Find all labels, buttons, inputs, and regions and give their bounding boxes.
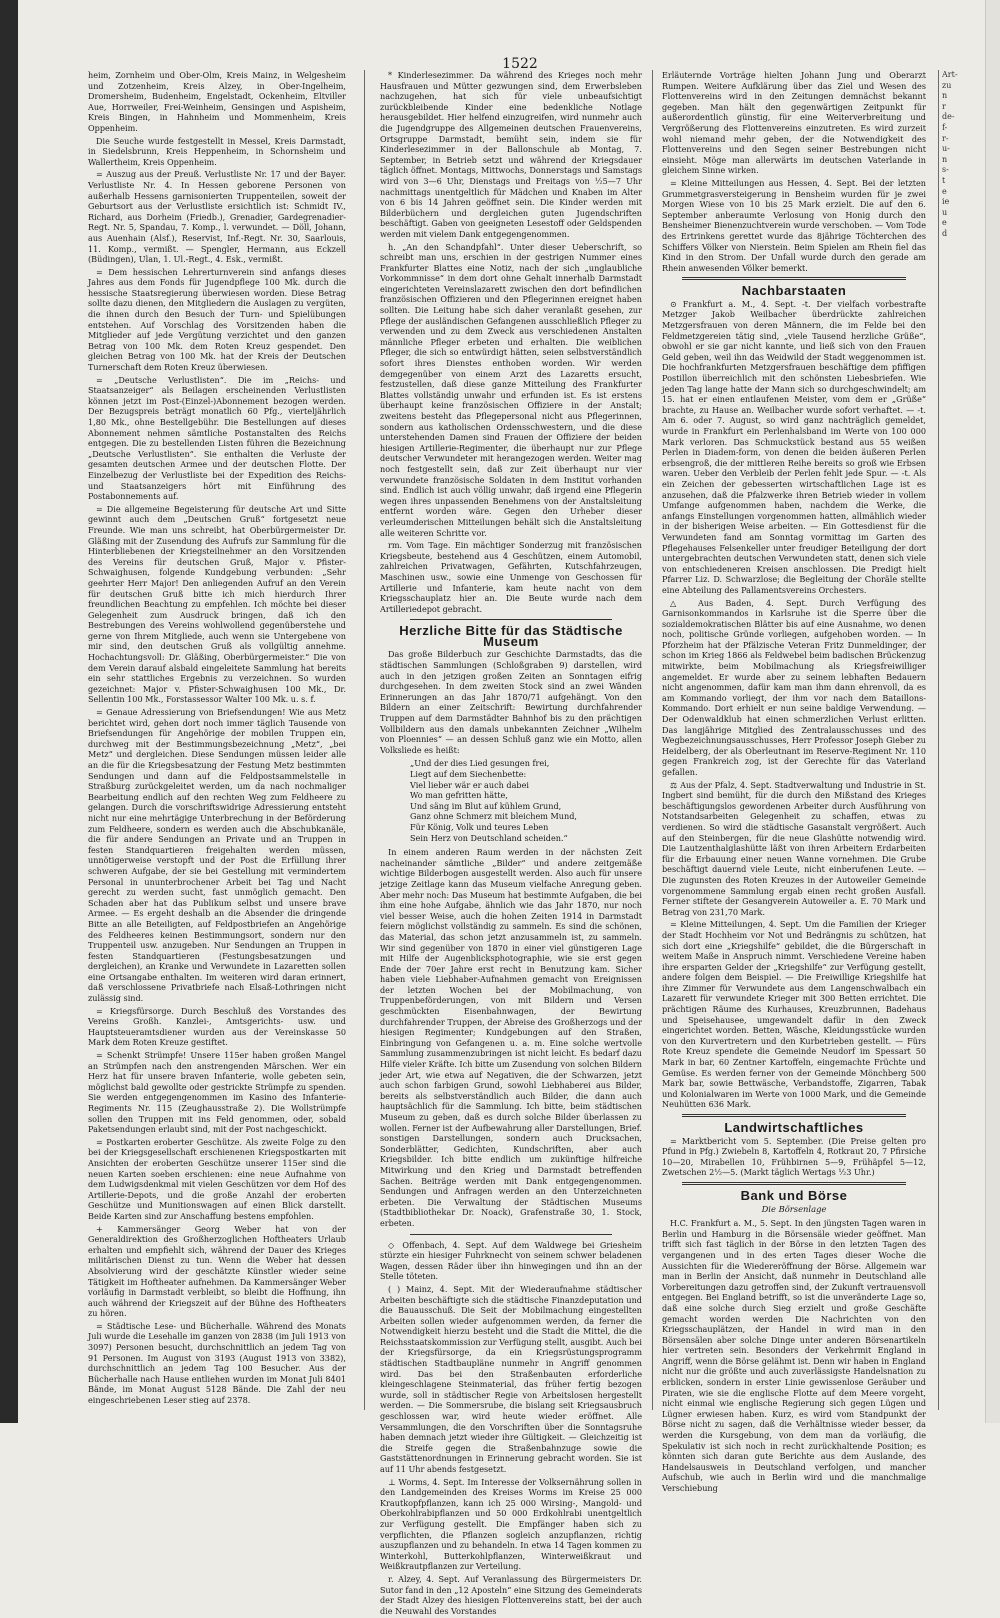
article-paragraph: = Kleine Mitteilungen, 4. Sept. Um die Familien der Krieger der Stadt Hochheim vor Not und Bedrängnis zu schützen, hat sich dort eine „Kriegshilfe“ gebildet, die die Bürgerschaft in weitem Maße in Anspruch nimmt. Verschiedene Vereine haben ihre ersparten Gelder der „Kriegshilfe“ zur Verfügung gestellt, andere folgen dem Beispiel. — Die Freiwillige Kriegshilfe hat ihre Zimmer für Verwundete aus dem Langenschwalbach ein Lazarett für verwundete Krieger mit 300 Betten errichtet. Die prächtigen Räume des Kurhauses, Kreuzbrunnen, Badehaus und Speisehausee, umgewandelt dafür in den Zweck eingerichtet worden. Betten, Wäsche, Kleidungsstücke wurden von den Kurvertretern und den Kurbetrieben gestellt. — Fürs Rote Kreuz spendete die Gemeinde Neudorf im Spessart 50 Mark in bar, 60 Zentner Kartoffeln, eingemachte Früchte und Gemüse. Es werden ferner von der Gemeinde Mönchberg 500 Mark bar, sowie Bettwäsche, Verbandstoffe, Zigarren, Tabak und Kolonialwaren im Werte von 1000 Mark, und die Gemeinde Neuhütten 636 Mark.: [662, 919, 926, 1110]
adjacent-page-text-fragments: [942, 70, 986, 240]
column-rule: [652, 70, 653, 1410]
fragment: t: [942, 175, 946, 185]
poem-line: Ganz ohne Schmerz mit bleichem Mund,: [410, 811, 577, 822]
article-paragraph: r. Alzey, 4. Sept. Auf Veranlassung des Bürgermeisters Dr. Sutor fand in den „12 Aposteln“ eine Sitzung des Gemeinderats der Stadt Alzey des hiesigen Flottenvereins statt, bei der auch die Neuwahl des Vorstandes: [380, 1573, 642, 1616]
article-paragraph: + Kammersänger Georg Weber hat von der Generaldirektion des Großherzoglichen Hoftheaters Urlaub erhalten und empfiehlt sich, während der Dauer des Krieges militärischen Dienst zu tun. Wenn die Weber hat dessen Absolvierung wird der geschätzte Künstler wieder seine Tätigkeit im Hoftheater aufnehmen. Da Kammersänger Weber vorläufig in Darmstadt verbleibt, so bleibt die Hoffnung, ihn auch während der Kriegszeit auf der Bühne des Hoftheaters zu hören.: [88, 1223, 346, 1319]
article-paragraph: * Kinderlesezimmer. Da während des Krieges noch mehr Hausfrauen und Mütter gezwungen sind, dem Erwerbsleben nachzugehen, hat sich für viele unbeaufsichtigt zurückbleibende Kinder eine bedenkliche Notlage herausgebildet. Hier helfend einzugreifen, wird nunmehr auch die Jugendgruppe des Allgemeinen deutschen Frauenvereins, Ortsgruppe Darmstadt, bemüht sein, indem sie für Kinderlesezimmer in der Ballonschule ab Montag, 7. September, in Betrieb setzt und während der Kriegsdauer täglich öffnet. Montags, Mittwochs, Donnerstags und Samstags wird von 3—6 Uhr, Dienstags und Freitags von ½5—7 Uhr nachmittags unentgeltlich für Mädchen und Knaben im Alter von 6 bis 14 Jahren geöffnet sein. Die Kinder werden mit Bilderbüchern und dergleichen guten Jugendschriften beschäftigt. Gaben von geeigneten Lesestoff oder Geldspenden werden mit vielem Dank entgegengenommen.: [380, 70, 642, 239]
adjacent-page-edge: [985, 0, 1000, 1423]
article-paragraph: = Postkarten eroberter Geschütze. Als zweite Folge zu den bei der Kriegsgesellschaft erschienenen Kriegspostkarten mit Ansichten der eroberten Geschütze unserer 115er sind die neuen Karten soeben erschienen: eine neue Aufnahme von dem Ludwigsdenkmal mit vielen Geschützen vor dem Hof des Artillerie-Depots, und die große Anzahl der eroberten Geschütze und Munitionswagen auf einen Blick darstellt. Beide Karten sind zur Anschaffung bestens empfohlen.: [88, 1136, 346, 1221]
poem-line: Viel lieber wär er auch dabei: [410, 779, 529, 790]
page-binding-shadow: [0, 0, 18, 1423]
fragment: ie: [942, 197, 950, 207]
article-paragraph: ⊥ Worms, 4. Sept. Im Interesse der Volksernährung sollen in den Landgemeinden des Kreises Worms im Kreise 25 000 Krautkopfpflanzen, kann ich 25 000 Wirsing-, Mangold- und Oberkohlrabipflanzen und 50 000 Erdkohlrabi unentgeltlich zur Verfügung gestellt. Die Empfänger haben sich zu verpflichten, die Pflanzen sogleich anzupflanzen, richtig auszupflanzen und zu behandeln. In etwa 14 Tagen kommen zu Winterkohl, Butterkohlpflanzen, Winterweißkraut und Weißkrautpflanzen zur Verteilung.: [380, 1476, 642, 1572]
article-paragraph: = Marktbericht vom 5. September. (Die Preise gelten pro Pfund in Pfg.) Zwiebeln 8, Kartoffeln 4, Rotkraut 20, 7 Pfirsiche 10—20, Mirabellen 10, Frühbirnen 5—9, Frühäpfel 5—12, Zwetschen 2½—5. (Markt täglich Wertags ½3 Uhr.): [662, 1135, 926, 1178]
fragment: r-: [942, 133, 949, 143]
section-subheading-boersenlage: Die Börsenlage: [761, 1203, 827, 1214]
fragment: n: [942, 154, 948, 164]
article-paragraph: ◇ Offenbach, 4. Sept. Auf dem Waldwege bei Griesheim stürzte ein hiesiger Fuhrknecht von seinem schwer beladenen Wagen, dessen Räder über ihn hinwegingen und ihn an der Stelle töteten.: [380, 1239, 642, 1282]
article-paragraph: = Auszug aus der Preuß. Verlustliste Nr. 17 und der Bayer. Verlustliste Nr. 4. In Hessen geborene Personen von außerhalb Hessens garnisonierten Truppenteilen, soweit der Geburtsort aus der Verlustliste ersichtlich ist: Schmidt IV., Richard, aus Dorheim (Friedb.), Grenadier, Gardegrenadier-Regt. Nr. 5, Spandau, 7. Komp., l. verwundet. — Döll, Johann, aus Auenhain (Alsf.), Reservist, Inf.-Regt. Nr. 30, Saarlouis, 11. Komp., vermißt. — Spengler, Hermann, aus Eckzell (Büdingen), Ulan, 1. Ul.-Regt., 4. Esk., vermißt.: [88, 169, 346, 265]
section-divider: [682, 277, 906, 280]
article-paragraph: ( ) Mainz, 4. Sept. Mit der Wiederaufnahme städtischer Arbeiten beschäftigte sich die städtische Finanzdeputation und die Bauausschuß. Die Seit der Mobilmachung eingestellten Arbeiten sollen wieder aufgenommen werden, da ferner die Notwendigkeit hierzu besteht und die Stadt die Mittel, die die Reichsstaatskommission zur Verfügung stellt, ausgibt. Auch bei der Kriegsfürsorge, da ein Kriegsrüstungsprogramm städtischen Stadtbaupläne nunmehr in Angriff genommen wird. Das bei den Straßenbauten erforderliche kleingeschlagene Steinmaterial, das früher fertig bezogen wurde, soll in städtischer Regie von Arbeitslosen hergestellt werden. — Die Sommersrube, die bislang seit Kriegsausbruch geschlossen war, wird heute wieder eröffnet. Alle Versammlungen, die den Vorschriften über die Sonntagsruhe haben demnach jetzt wieder ihre Gültigkeit. — Gleichzeitig ist die Streife gegen die Straßenbahnzuge sowie die Gaststättenordnungen in Erinnerung gebracht worden. Sie ist auf 11 Uhr abends festgesetzt.: [380, 1283, 642, 1474]
section-heading-nachbarstaaten: Nachbarstaaten: [741, 283, 847, 299]
section-divider: [410, 619, 612, 620]
article-paragraph: = Kleine Mitteilungen aus Hessen, 4. Sept. Bei der letzten Grummetgrasversteigerung in Bensheim wurden für je zwei Morgen Wiese von 10 bis 25 Mark erzielt. Die auf den 6. September anberaumte Verlosung von Honig durch den Bensheimer Bienenzuchtverein wurde verschoben. — Vom Tode des Ertrinkens gerettet wurde das 8jährige Töchterchen des Schiffers Völker von Nierstein. Beim Spielen am Rhein fiel das Kind in den Strom. Der Unfall wurde durch den gerade am Rhein anwesenden Völker bemerkt.: [662, 177, 926, 273]
column-rule: [364, 70, 365, 1410]
column-3: [662, 70, 926, 1496]
fragment: Art-: [942, 70, 958, 79]
article-paragraph: H.C. Frankfurt a. M., 5. Sept. In den jüngsten Tagen waren in Berlin und Hamburg in die Börsensäle wieder geöffnet. Man trifft sich fast täglich in der Börse in den letzten Tagen des vergangenen und in des erten Tages dieser Woche die Aussichten für die Wiedereröffnung der Börse. Allgemein war man in Berlin der Ansicht, daß nunmehr in Deutschland alle Vorbereitungen dazu getroffen sind, der Zukunft vertrauensvoll entgegen. Bei England betrifft, so ist die unveränderte Lage so, daß eine solche durch Sieg erzielt und große Geschäfte gemacht worden werden Die Nachrichten von den Kriegsschauplätzen, der Handel in wird man in den Börsensälen aber solche Dinge unter anderen Börsenartikeln hier vertreten sein. Besonders der Verkehrmit England in Angriff, wenn die Börse gelähmt ist. Denn wir haben in England nicht nur die größte und auch zuverlässigste Handelsnation zu erblicken, sondern in erster Linie gewissenlose Geräuber und Piraten, wie sie die englische Flotte auf dem Meere vorgeht, nicht einmal wie englische Regierung sich gegen Lügen und Lügner erwiesen haben. Kurz, es wird vom Standpunkt der Börse nicht zu sagen, daß die Verhältnisse wieder besser, da werden die Kursgebung, von dem man da vorläufig, die Spekulativ ist sich noch in recht zurückhaltende Position; es könnten sich daran gute Berichte aus dem Auslande, des Handelsausweis in Deutschland verfolgen, und mancher Aufschub, wie auch in Berlin wird und die manchmalige Verschiebung: [662, 1218, 926, 1493]
article-paragraph: = Schenkt Strümpfe! Unsere 115er haben großen Mangel an Strümpfen nach den anstrengenden Märschen. Wer ein Herz hat für unsere braven Infanterie, wolle gebeten sein, möglichst bald gewollte oder gestrickte Strümpfe zu spenden. Sie werden entgegengenommen im Kasino des Infanterie-Regiments Nr. 115 (Zeughausstraße 2). Die Wollstrümpfe sollen den Truppen mit ins Feld genommen, oder, sobald Paketsendungen erlaubt sind, mit der Post nachgeschickt.: [88, 1050, 346, 1135]
fragment: n: [942, 91, 948, 101]
section-heading-bank: Bank und Börse: [740, 1187, 848, 1203]
article-paragraph: Erläuternde Vorträge hielten Johann Jung und Oberarzt Rumpen. Weitere Aufklärung über das Ziel und Wesen des Flottenvereins wird in den Zeitungen demnächst bekannt gegeben. Man hält den gegenwärtigen Zeitpunkt für außerordentlich günstig, für eine Weiterverbreitung und Vergrößerung des Flottenvereins einzutreten. Es wird zurzeit wohl niemand mehr geben, der die Notwendigkeit des Flottenvereins und den Segen seiner Bestrebungen nicht einsieht. Möge man allerwärts im deutschen Vaterlande in gleichem Sinne wirken.: [662, 70, 926, 176]
article-paragraph: h. „An den Schandpfahl“. Unter dieser Ueberschrift, so schreibt man uns, erschien in der gestrigen Nummer eines Frankfurter Blattes eine Notiz, nach der sich „unglaubliche Vorkommnisse“ in dem dort ohne Gehalt innerhalb Darmstadt eingerichteten Vereinslazarett zwischen den dort befindlichen französischen Offizieren und den Pflegerinnen ereignet haben sollten. Die Leitung habe sich daher veranlaßt gesehen, zur Pflege der ausländischen Gefangenen ausschließlich Pfleger zu verwenden und zu dem Zweck aus verschiedenen Anstalten männliche Pfleger erbeten und erhalten. Die weiblichen Pfleger, die sich so entwürdigt hätten, seien selbstverständlich sofort ihres Dienstes enthoben worden. Wir werden demgegenüber von einem Arzt des Lazaretts ersucht, festzustellen, daß diese ganze Mitteilung des Frankfurter Blattes vollständig unwahr und erfunden ist. Es ist erstens überhaupt keine französischen Offiziere in der Anstalt; zweitens besteht das Pflegepersonal nicht aus Pflegerinnen, sondern aus katholischen Ordensschwestern, und die diese unterstehenden Damen sind Frauen der Offiziere der beiden hiesigen Artillerie-Regimenter, die überhaupt nur zur Pflege deutscher Verwundeter mit herangezogen werden. Weiter mag noch festgestellt sein, daß zur Zeit überhaupt nur vier verwundete französische Soldaten in dem Institut vorhanden sind. Endlich ist auch völlig unwahr, daß irgend eine Pflegerin wegen ihres unpassenden Benehmens von der Anstaltsleitung entfernt worden wäre. Gegen den Urheber dieser verleumderischen Mitteilungen behält sich die Anstaltsleitung alle weiteren Schritte vor.: [380, 241, 642, 538]
section-divider: [682, 1182, 906, 1185]
article-paragraph: In einem anderen Raum werden in der nächsten Zeit nacheinander sämtliche „Bilder“ und andere zeitgemäße wichtige Bilderbogen ausgestellt werden. Also auch für unsere jetzige Zeitlage kann das Museum vielfache Anregung geben. Aber mehr noch: Das Museum hat bestimmte Aufgaben, die bei ihm eine hohe Aufgabe, ähnlich wie das Jahr 1870, nur noch viel besser Weise, auch die hohen Zeiten 1914 in Darmstadt feiern möglichst vollständig zu sammeln. Es sind die schönen, das Material, das schon jetzt anzusammeln ist, zu sammeln. Wir sind gegenüber von 1870 in einer viel günstigeren Lage mit Hilfe der Augenblicksphotographie, wie sie erst gegen Ende der 70er Jahre erst recht in Benutzung kam. Sicher haben viele Liebhaber-Aufnahmen gemacht von Ereignissen der letzten Wochen bei der Mobilmachung, von Truppenbeförderungen, von mit Bildern und Versen geschmückten Eisenbahnwagen, der Bewirtung durchfahrender Truppen, der Abreise des Großherzogs und der hiesigen Regimenter; Kundgebungen auf den Straßen, Einbringung von Gefangenen u. a. m. Eine solche wertvolle Sammlung zusammenzubringen ist nicht leicht. Es bedarf dazu Hilfe vieler Kräfte. Ich bitte um Zusendung von solchen Bildern jeder Art, wie etwa auf Negativen, die der Schwarzen, jetzt auch schon farbigen Grund, sowohl Liebhaberei aus Bilder, bereits als selbstverständlich auch Bilder, die dann auch hauptsächlich für die Sammlung. Ich bitte, beim städtischen Museum zu geben, daß es durch solche Bilder überlassen zu wollen. Ferner ist der Aufbewahrung aller Darstellungen, Brief. sonstigen Darstellungen, sondern auch Drucksachen, Sonderblätter, Gedichten, Kundschriften, aber auch Kriegsbilder. Ich bitte endlich um zukünftige hilfreiche Mitwirkung und den Krieg und Darmstadt betreffenden Sachen. Beiträge werden mit Dank entgegengenommen. Sendungen und Anfragen werden an den Unterzeichneten erbeten. Die Verwaltung der Städtischen Museums (Stadtbibliothekar Dr. Noack), Grafenstraße 30, 1. Stock, erbeten.: [380, 847, 642, 1228]
poem-line: „Und der dies Lied gesungen frei,: [410, 758, 550, 769]
poem-line: Sein Herz von Deutschland scheiden.“: [410, 832, 568, 843]
poem-quote: [410, 758, 642, 843]
column-1: [88, 70, 346, 1408]
section-heading-landwirtschaft: Landwirtschaftliches: [724, 1120, 864, 1135]
article-paragraph: Das große Bilderbuch zur Geschichte Darmstadts, das die städtischen Sammlungen (Schloßgraben 9) darstellen, wird auch in den jetzigen großen Zeiten an Sonntagen eifrig durchgesehen. In dem zweiten Stock sind an zwei Wänden Erinnerungen an das Jahr 1870/71 aufgehängt. Von den Bildern an einer Zeitschrift: Bewirtung durchfahrender Truppen auf dem Darmstädter Bahnhof bis zu den prächtigen Vollbildern aus den damals unbekannten Zeichner „Wilhelm von Ploennies“ — an dessen Schluß ganz wie ein Motto, allen Volksliede es heißt:: [380, 649, 642, 755]
article-paragraph: △ Aus Baden, 4. Sept. Durch Verfügung des Garnisonkommandos in Karlsruhe ist die Sperre über die sozialdemokratischen Blätter bis auf eine Ausnahme, wo denen noch, politische Gründe vorliegen, aufgehoben worden. — In Pforzheim hat der Pfälzische Veteran Fritz Dunmeldinger, der schon im Krieg 1866 als Feldwebel beim badischen Brückenzug mitwirkte, beim Mobilmachung als Kriegsfreiwilliger angemeldet. Er wurde aber zu seinem lebhaften Bedauern nicht angenommen, dafür kam man ihm dann ehrenvoll, da es am Kommando vorliegt, der ihm vor nach dem Bataillons-Kommando. Dort erhielt er nun seine baldige Verwendung. — Der Odenwaldklub hat einen schmerzlichen Verlust erlitten. Das langjährige Mitglied des Zentralausschusses und des Wegbezeichnungsausschusses, Herr Professor Joseph Gieber zu Heidelberg, der als Oberleutnant im Reserve-Regiment Nr. 110 gegen Frankreich zog, ist der Gerechte für das Vaterland gefallen.: [662, 597, 926, 777]
poem-line: Wo man gefritten hätte,: [410, 790, 508, 801]
fragment: e: [942, 186, 947, 196]
poem-line: Und säng im Blut auf kühlem Grund,: [410, 800, 562, 811]
page-number: 1522: [502, 56, 538, 72]
fragment: u-: [942, 144, 950, 154]
article-paragraph: ⚖ Aus der Pfalz, 4. Sept. Stadtverwaltung und Industrie in St. Ingbert sind bemüht, für die durch den Mißstand des Krieges beschäftigungslos gewordenen Arbeiter durch Ausführung von Notstandsarbeiten Gelegenheit zu schaffen, etwas zu verdienen. So wird die städtische Gasanstalt vergrößert. Auch auf den Steinbergen, für die neue Glashütte notwendig wird. Die Lautzenthalglashütte läßt von ihren Arbeitern Erdarbeiten für die Erbauung einer neuen Wanne vornehmen. Die Grube beschäftigt dauernd viele Leute, nicht einberufenen Leute. — Die zugunsten des Roten Kreuzes in der Autoweiler Gemeinde vorgenommene Sammlung ergab einen recht großen Ausfall. Ferner stiftete der Gesangverein Autoweiler a. E. 70 Mark und Betrag von 231,70 Mark.: [662, 779, 926, 917]
section-heading-museum: Herzliche Bitte für das Städtische Museum: [399, 623, 623, 649]
fragment: r: [942, 101, 946, 111]
article-paragraph: = „Deutsche Verlustlisten“. Die im „Reichs- und Staatsanzeiger“ als Beilagen erscheinenden Verlustlisten können jetzt im Post-(Einzel-)Abonnement bezogen werden. Der Bezugspreis beträgt monatlich 60 Pfg., vierteljährlich 1,80 Mk., ohne Bestellgebühr. Die Bestellungen auf dieses Abonnement nehmen sämtliche Postanstalten des Reichs entgegen. Die zu bestellenden Listen führen die Bezeichnung „Deutsche Verlustlisten“. Sie enthalten die Verluste der gesamten deutschen Armee und der deutschen Flotte. Der Einzelbezug der Verlustliste bei der Expedition des Reichs- und Staatsanzeigers hört mit Einführung des Postabonnements auf.: [88, 374, 346, 502]
fragment: zu: [942, 80, 952, 90]
fragment: f-: [942, 122, 948, 132]
fragment: d: [942, 228, 948, 238]
poem-line: Liegt auf dem Siechenbette:: [410, 769, 527, 779]
article-paragraph: = Genaue Adressierung von Briefsendungen! Wie aus Metz berichtet wird, gehen dort noch immer täglich Tausende von Briefsendungen für Angehörige der mobilen Truppen ein, durchweg mit der Bestimmungsbezeichnung „Metz“, „bei Metz“ und dergleichen. Diese Sendungen müssen leider alle an die für die Kriegsbesatzung der Festung Metz bestimmten Sendungen und dann auf die Feldpostsammelstelle in Straßburg zurückgeleitet werden, um da nach nochmaliger Bearbeitung endlich auf den rechten Weg zum Feldheere zu gelangen. Durch die vorschriftswidrige Adressierung entsteht nicht nur eine mehrtägige Unterbrechung in der Beförderung zum Feldheere, sondern es werden auch die Abschubkanäle, die für andere Sendungen an Private und an Truppen in festen Standquartieren freigehalten werden müssen, unnötigerweise verstopft und der Post die Erfüllung ihrer schweren Aufgabe, der sie bei Gestellung mit vermindertem Personal in ununterbrochener Arbeit bei Tag und Nacht gerecht zu werden sucht, fast unmöglich gemacht. Den Schaden aber hat das Publikum selbst und unsere brave Armee. — Es ergeht deshalb an die Absender die dringende Bitte an alle Beteiligten, auf Feldpostbriefen an Angehörige des Feldheeres keinen Bestimmungsort, sondern nur den Truppenteil usw. anzugeben. Nur Sendungen an Truppen in festen Standquartieren (Festungsbesatzungen und dergleichen), an Kranke und Verwundete in Lazaretten sollen eine Ortsangabe enthalten. Im weiteren wird daran erinnert, daß verschlossene Privatbriefe nach Elsaß-Lothringen nicht zulässig sind.: [88, 707, 346, 1004]
fragment: de-: [942, 112, 955, 122]
section-divider: [682, 1114, 906, 1117]
article-paragraph: ⊙ Frankfurt a. M., 4. Sept. -t. Der vielfach vorbestrafte Metzger Jakob Weilbacher überdrückte zahlreichen Metzgersfrauen von deren Männern, die im Felde bei den Feldmetzgereien tätig sind, „viele Tausend herzliche Grüße“, obwohl er sie gar nicht kannte, und ließ sich von den Frauen Geld geben, weil ihn das Weidwild der Stadt weggenommen ist. Die hochfrankfurten Metzgersfrauen beschäftige dem pfiffigen Postillon überreichlich mit den schönsten Liebesbriefen. Wie jeden Tag lange hatte der Mann sich so durchgeschwindelt; am 15. hat er einen entlaufenen Meister, vom dem er „Grüße“ brachte, zu Hause an. Weilbacher wurde sofort verhaftet. — -t. Am 6. oder 7. August, so wird ganz nachträglich gemeldet, wurde in Frankfurt ein Perlenhalsband im Werte von 100 000 Mark verloren. Das Schmuckstück bestand aus 55 weißen Perlen in Diadem-form, von denen die beiden äußeren Perlen erbsengroß, die der mittleren Reihe bereits so groß wie Erbsen waren. Ueber den Verbleib der Perlen fehlt jede Spur. — -t. Als ein Zeichen der gebesserten wirtschaftlichen Lage ist es anzusehen, daß die Pfalzwerke ihren Betrieb wieder in vollem Umfange aufgenommen haben, nachdem die Werke, die anfangs Einstellungen vorgenommen hatten, allmählich wieder in der bisherigen Weise arbeiten. — Ein Gottesdienst für die Verwundeten fand am Sonntag vormittag im Garten des Pflegehauses Felsenkeller unter freudiger Beteiligung der dort untergebrachten deutschen Verwundeten statt, denen sich viele von entschiedeneren Kreisen anschlossen. Die Predigt hielt Pfarrer Liz. D. Schwarzlose; die Begleitung der Choräle stellte eine Abteilung des Pallamentsvereins Orchesters.: [662, 298, 926, 595]
column-2: [380, 70, 642, 1618]
column-rule: [938, 70, 939, 1410]
article-paragraph: rm. Vom Tage. Ein mächtiger Sonderzug mit französischen Kriegsbeute, bestehend aus 4 Geschützen, einem Automobil, zahlreichen Privatwagen, Gefährten, Kutschfahrzeugen, Maschinen usw., sowie eine Unmenge von Geschossen für Artillerie und Infanterie, kam heute nacht von dem Kriegsschauplatz hier an. Die Beute wurde nach dem Artilleriedepot gebracht.: [380, 540, 642, 614]
fragment: e: [942, 218, 947, 228]
article-paragraph: Die Seuche wurde festgestellt in Messel, Kreis Darmstadt, in Siedelsbrunn, Kreis Heppenheim, in Schornsheim und Wallertheim, Kreis Oppenheim.: [88, 135, 346, 167]
poem-line: Für König, Volk und teures Leben: [410, 821, 549, 832]
article-paragraph: = Kriegsfürsorge. Durch Beschluß des Vorstandes des Vereins Großh. Kanzlei-, Amtsgerichts- usw. und Hauptsteueramtsdiener wurden aus der Vereinskasse 50 Mark dem Roten Kreuze gestiftet.: [88, 1005, 346, 1048]
fragment: u: [942, 207, 948, 217]
fragment: s-: [942, 165, 949, 175]
article-paragraph: = Städtische Lese- und Bücherhalle. Während des Monats Juli wurde die Lesehalle im ganzen von 2838 (im Juli 1913 von 3097) Personen besucht, durchschnittlich an jedem Tag von 91 Personen. Im August von 3193 (August 1913 von 3382), durchschnittlich an jedem Tag 100 Besucher. Aus der Bücherhalle nach Hause entliehen wurden im Monat Juli 8401 Bände, im Monat August 5128 Bände. Die Zahl der neu eingeschriebenen Leser stieg auf 2378.: [88, 1320, 346, 1406]
article-paragraph: = Die allgemeine Begeisterung für deutsche Art und Sitte gewinnt auch dem „Deutschen Gruß“ fortgesetzt neue Freunde. Wie man uns schreibt, hat Oberbürgermeister Dr. Gläßing mit der Zusendung des Aufrufs zur Sammlung für die Hinterbliebenen der Kriegsteilnehmer an den Vorsitzenden des Vereins für deutschen Gruß, Major v. Pfister-Schwaighusen, folgende Kundgebung verbunden: „Sehr geehrter Herr Major! Den anliegenden Aufruf an den Verein für deutschen Gruß bitte ich mich hierdurch Ihrer freundlichen Beachtung zu empfehlen. Ich möchte bei dieser Gelegenheit zum Ausdruck bringen, daß ich den Bestrebungen des Vereins wohlwollend gegenüberstehe und gerne von Ihrem Mitgliede, auch wenn sie Untergebene von mir sind, den deutschen Gruß als vollgültig annehme. Hochachtungsvoll: Dr. Gläßing, Oberbürgermeister.“ Die von dem Verein darauf alsbald eingeleitete Sammlung hat bereits ein sehr stattliches Ergebnis zu verzeichnen. So wurden gezeichnet: Major v. Pfister-Schwaighusen 100 Mk., Dr. Sellentin 100 Mk., Forstassessor Walter 100 Mk. u. s. f.: [88, 503, 346, 705]
section-divider: [410, 1234, 612, 1235]
article-paragraph: heim, Zornheim und Ober-Olm, Kreis Mainz, in Welgesheim und Zotzenheim, Kreis Alzey, in Ober-Ingelheim, Dromersheim, Budenheim, Engelstadt, Ockenheim, Eltviller Aue, Horrweiler, Frei-Weinheim, Gensingen und Aspisheim, Kreis Bingen, in Hahnheim und Mommenheim, Kreis Oppenheim.: [88, 70, 346, 133]
article-paragraph: = Dem hessischen Lehrerturnverein sind anfangs dieses Jahres aus dem Fonds für Jugendpflege 100 Mk. durch die hessische Staatsregierung überwiesen worden. Diese Betrag sollte dazu dienen, den Mitgliedern die Auslagen zu vergüten, die ihnen durch den Besuch der Turn- und Spielübungen entstehen. Auf Vorschlag des Vorsitzenden haben die Mitglieder auf jede Vergütung verzichtet und den ganzen Betrag von 100 Mk. dem Roten Kreuz gespendet. Den gleichen Betrag von 100 Mk. hat der Kreis der Deutschen Turnerschaft dem Roten Kreuz überwiesen.: [88, 266, 346, 373]
